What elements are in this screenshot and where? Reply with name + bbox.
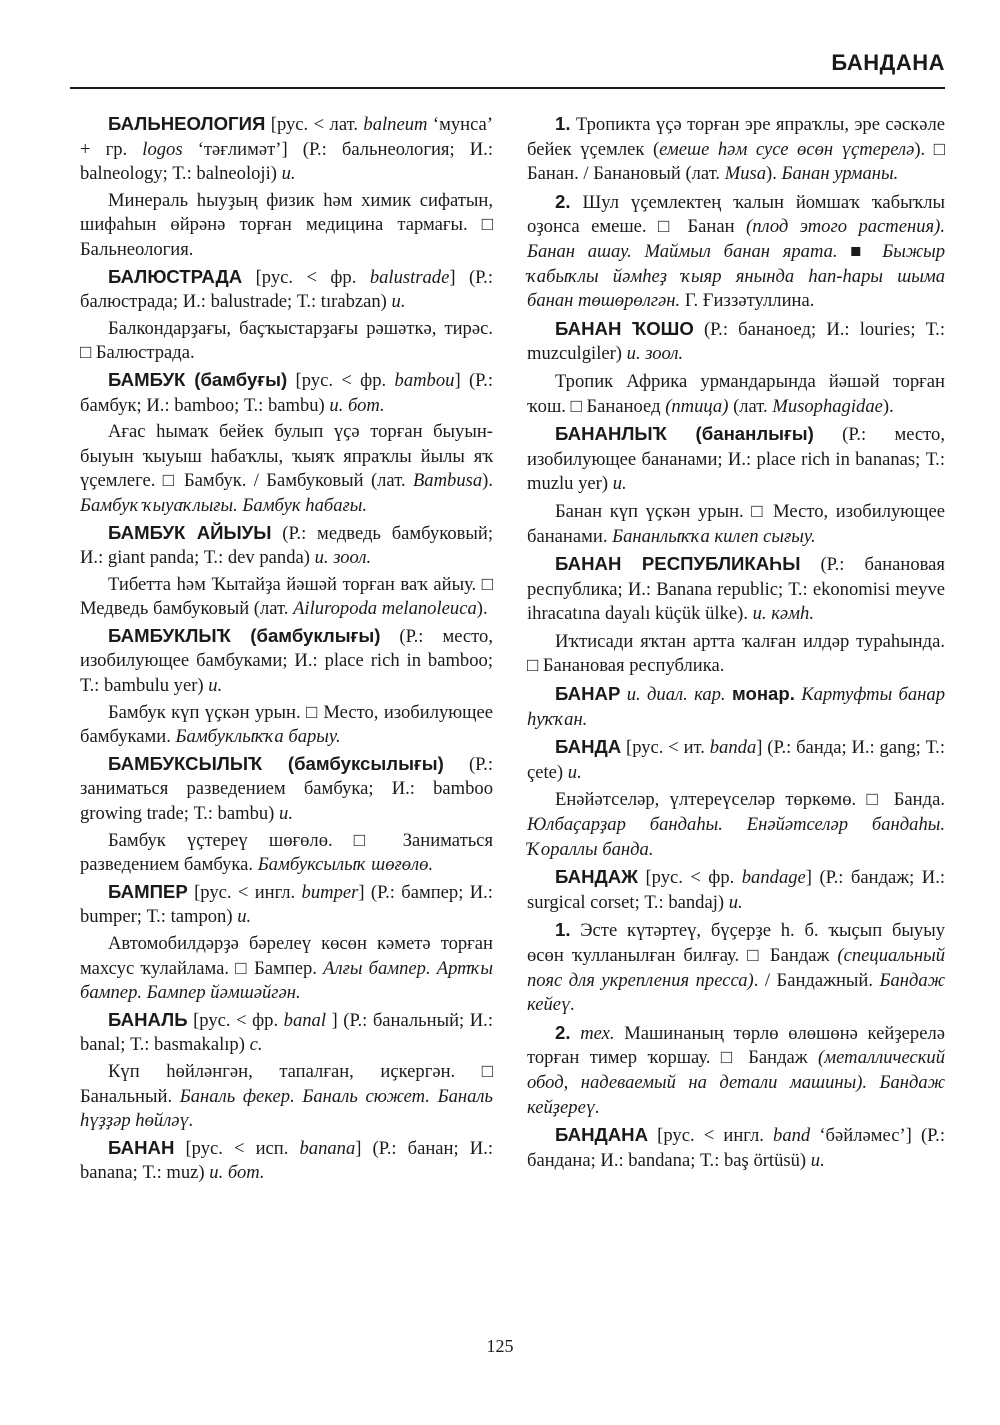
left-column	[80, 112, 493, 1188]
dictionary-paragraph: 2. тех. Машинаның төрлө өлөшөнә кейҙерелә торған тимер ҡоршау. □ Бандаж (металлический обод, надеваемый на детали машины). Бандаж кейҙереү.	[527, 1021, 946, 1118]
header-rule	[70, 87, 945, 89]
running-head-word: БАНДАНА	[831, 50, 945, 75]
dictionary-paragraph: БАНДА [рус. < ит. banda] (Р.: банда; И.: gang; Т.: çete) и.	[527, 736, 945, 783]
dictionary-paragraph: 2. Шул үҫемлектең ҡалын йомшаҡ ҡабыҡлы оҙонса емеше. □ Банан (плод этого растения). Банан ашау. Маймыл банан ярата. ■ Быжыр ҡабыҡлы йәмһеҙ ҡыяр янында һап-һары шыма банан төшөрөлгән. Г. Ғиззәтуллина.	[527, 190, 946, 312]
dictionary-paragraph: БАНАН РЕСПУБЛИКАҺЫ (Р.: банановая республика; И.: Banana republic; Т.: ekonomisi meyve ihracatına dayalı küçük ülke). и. кәмһ.	[527, 553, 945, 625]
dictionary-paragraph: БАНДАЖ [рус. < фр. bandage] (Р.: бандаж; И.: surgical corset; Т.: bandaj) и.	[527, 866, 946, 913]
dictionary-paragraph: Автомобилдәрҙә бәрелеү көсөн кәметә торған махсус ҡулайлама. □ Бампер. Алғы бампер. Артҡы бампер. Бампер йәмшәйгән.	[80, 933, 493, 1004]
dictionary-paragraph: Күп һөйләнгән, тапалған, иҫкергән. □ Банальный. Баналь фекер. Баналь сюжет. Баналь һүҙҙәр һөйләү.	[80, 1060, 493, 1132]
page-number: 125	[486, 1336, 514, 1356]
dictionary-paragraph: БАНАЛЬ [рус. < фр. banal ] (Р.: банальный; И.: banal; Т.: basmakalıp) с.	[80, 1008, 493, 1056]
dictionary-paragraph: Бамбук үҫтереү шөғөлө. □ Заниматься разведением бамбука. Бамбуксылыҡ шөғөлө.	[80, 829, 493, 876]
dictionary-paragraph: БАНАР и. диал. кар. монар. Картуфты банар һуҡҡан.	[527, 683, 945, 730]
dictionary-paragraph: БАНДАНА [рус. < ингл. band ‘бәйләмес’] (Р.: бандана; И.: bandana; Т.: baş örtüsü) и.	[527, 1124, 945, 1171]
dictionary-paragraph: Ағас һымаҡ бейек булып үҫә торған быуын-быуын ҡыуыш һабаҡлы, ҡыяҡ япраҡлы йылы яҡ үҫемлеге. □ Бамбук. / Бамбуковый (лат. Bambusa). Бамбук ҡыуаҡлығы. Бамбук һабағы.	[80, 421, 493, 516]
dictionary-paragraph: БАМБУКСЫЛЫҠ (бамбуксылығы) (Р.: заниматься разведением бамбука; И.: bamboo growing trade; Т.: bambu) и.	[80, 752, 493, 825]
dictionary-paragraph: Тропик Африка урмандарында йәшәй торған ҡош. □ Бананоед (птица) (лат. Musophagidae).	[527, 370, 945, 417]
dictionary-paragraph: БАМПЕР [рус. < ингл. bumper] (Р.: бампер; И.: bumper; Т.: tampon) и.	[80, 880, 493, 928]
dictionary-paragraph: БАЛЬНЕОЛОГИЯ [рус. < лат. balneum ‘мунса’ + гр. logos ‘тәғлимәт’] (Р.: бальнеология; И.: balneology; Т.: balneoloji) и.	[80, 113, 494, 185]
dictionary-paragraph: Иҡтисади яҡтан артта ҡалған илдәр тураһында. □ Банановая республика.	[527, 630, 945, 677]
dictionary-paragraph: 1. Тропикта үҫә торған эре япраҡлы, эре сәскәле бейек үҫемлек (емеше һәм сусе өсөн үҫтерелә). □ Банан. / Банановый (лат. Musa). Банан урманы.	[527, 113, 945, 185]
dictionary-paragraph: Бамбук күп үҫкән урын. □ Место, изобилующее бамбуками. Бамбуклыҡҡа барыу.	[80, 701, 493, 748]
dictionary-paragraph: БАМБУКЛЫҠ (бамбуклығы) (Р.: место, изобилующее бамбуками; И.: place rich in bamboo; Т.: bambulu yer) и.	[80, 624, 493, 697]
dictionary-paragraph: Балкондарҙағы, баҫҡыстарҙағы рәшәткә, тирәс. □ Балюстрада.	[80, 317, 493, 364]
dictionary-paragraph: Минераль һыуҙың физик һәм химик сифатын, шифаһын өйрәнә торған медицина тармағы. □ Бальнеология.	[80, 189, 493, 260]
dictionary-paragraph: БАНАН ҠОШО (Р.: бананоед; И.: louries; Т.: muzculgiler) и. зоол.	[527, 317, 945, 365]
dictionary-paragraph: Банан күп үҫкән урын. □ Место, изобилующее бананами. Бананлыҡҡа килеп сығыу.	[527, 500, 945, 547]
dictionary-paragraph: БАЛЮСТРАДА [рус. < фр. balustrade] (Р.: балюстрада; И.: balustrade; Т.: tırabzan) и.	[80, 265, 494, 313]
right-column	[527, 112, 945, 1176]
dictionary-paragraph: 1. Эсте күтәртеү, бүҫерҙе һ. б. ҡыҫып быуыу өсөн ҡулланылған билғау. □ Бандаж (специальный пояс для укрепления пресса). / Бандажный. Бандаж кейеү.	[527, 919, 945, 1016]
dictionary-paragraph: БАМБУК АЙЫУЫ (Р.: медведь бамбуковый; И.: giant panda; Т.: dev panda) и. зоол.	[80, 521, 494, 569]
dictionary-paragraph: Енәйәтселәр, үлтереүселәр төркөмө. □ Банда. Юлбаҫарҙар бандаһы. Енәйәтселәр бандаһы. Ҡораллы банда.	[527, 789, 945, 860]
dictionary-paragraph: БАНАНЛЫҠ (бананлығы) (Р.: место, изобилующее бананами; И.: place rich in bananas; Т.: muzlu yer) и.	[527, 423, 945, 495]
running-header	[70, 50, 945, 80]
dictionary-paragraph: БАМБУК (бамбуғы) [рус. < фр. bambou] (Р.: бамбук; И.: bamboo; Т.: bambu) и. бот.	[80, 368, 494, 416]
dictionary-paragraph: Тибетта һәм Ҡытайҙа йәшәй торған ваҡ айыу. □ Медведь бамбуковый (лат. Ailuropoda melanoleuca).	[80, 573, 493, 620]
dictionary-paragraph: БАНАН [рус. < исп. banana] (Р.: банан; И.: banana; Т.: muz) и. бот.	[80, 1136, 494, 1184]
